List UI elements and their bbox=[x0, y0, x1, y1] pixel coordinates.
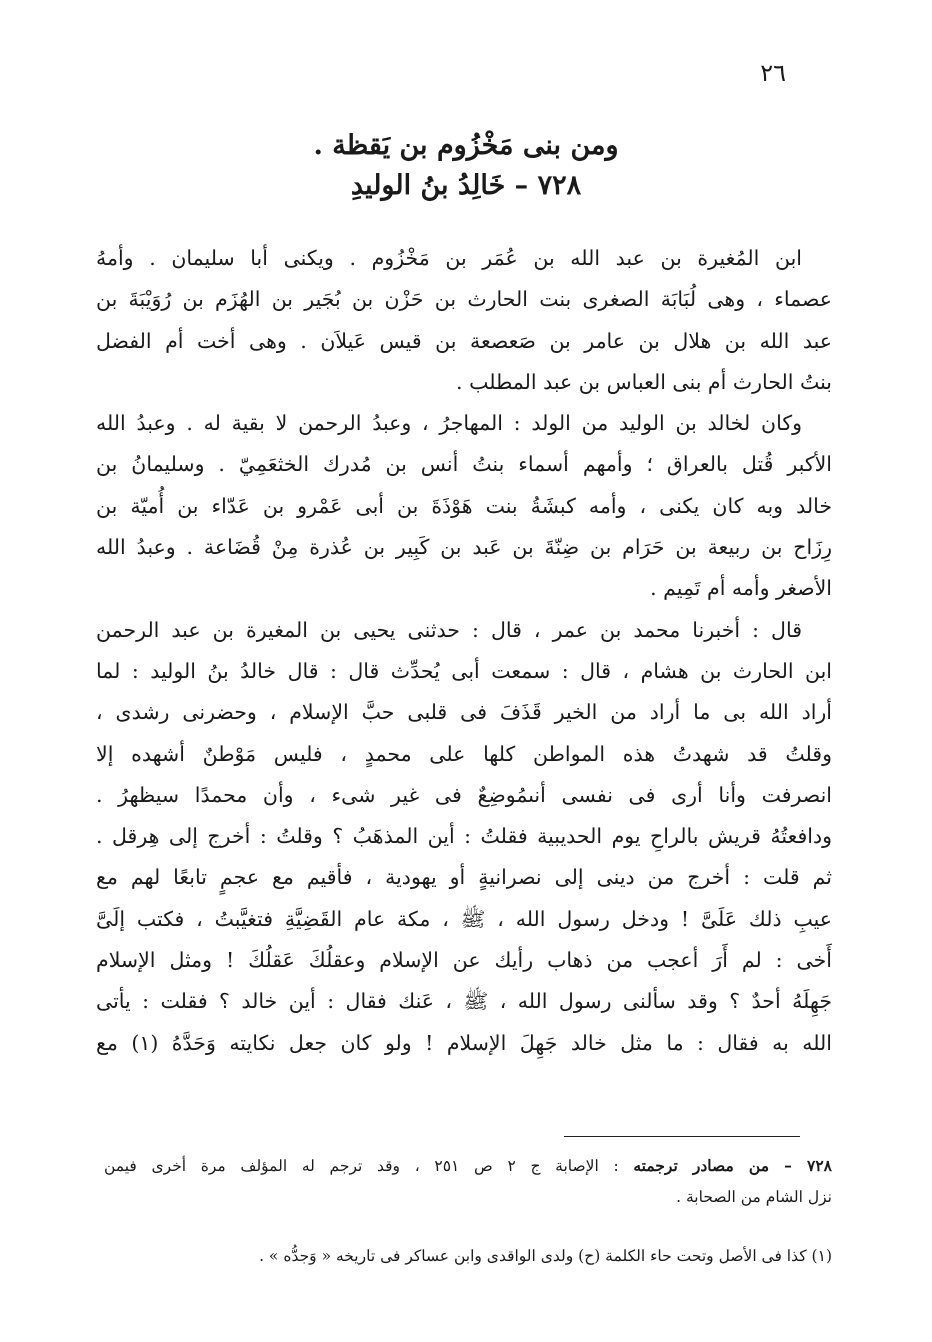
text-line: وقلتُ قد شهدتُ هذه المواطن كلها على محمدٍ ، فليس مَوْطنٌ أشهده إلا bbox=[96, 741, 832, 766]
footnote-1: (١) كذا فى الأصل وتحت حاء الكلمة (ح) ولدى الواقدى وابن عساكر فى تاريخه « وَجدُّه » . bbox=[259, 1247, 832, 1265]
text-line: عيبِ ذلك عَلَىَّ ! ودخل رسول الله ، ﷺ ، مكة عام القَضِيَّةِ فتغيَّبتُ ، فكتب إلَىَّ bbox=[96, 906, 832, 931]
text-line: جَهِلَهُ أحدٌ ؟ وقد سألنى رسول الله ، ﷺ ، عَنك فقال : أين خالد ؟ فقلت : يأتى bbox=[96, 989, 832, 1014]
text-line: بنتُ الحارث أم بنى العباس بن عبد المطلب . bbox=[456, 369, 832, 394]
source-footnote-continued: نزل الشام من الصحابة . bbox=[676, 1188, 832, 1206]
entry-title: ٧٢٨ – خَالِدُ بنُ الوليدِ bbox=[350, 170, 582, 201]
text-line: عصماء ، وهى لُبَابَة الصغرى بنت الحارث بن حَزْن بن بُجَير بن الهُزَم بن رُوَيْبَةَ بن bbox=[96, 287, 832, 312]
page-number: ٢٦ bbox=[760, 59, 786, 87]
text-line: رِزَاح بن ربيعة بن حَرَام بن ضِنّةَ بن عَبد بن كَبِير بن عُذرة مِنْ قُضَاعة . وعبدُ الله bbox=[96, 535, 832, 560]
text-line: خالد وبه كان يكنى ، وأمه كبشَةُ بنت هَوْذَةَ بن أبى عَمْرو بن عَدّاء بن أُميّة بن bbox=[96, 493, 832, 518]
source-footnote bbox=[104, 1150, 832, 1182]
text-line: وكان لخالد بن الوليد من الولد : المهاجرُ ، وعبدُ الرحمن لا بقية له . وعبدُ الله bbox=[96, 411, 802, 436]
text-line: الأصغر وأمه أم تَمِيم . bbox=[650, 576, 832, 601]
text-line: أَخى : لم أَرَ أعجب من ذهاب رأيك عن الإسلام وعقلُكَ عَقلُكَ ! ومثل الإسلام bbox=[96, 948, 832, 973]
text-line: قال : أخبرنا محمد بن عمر ، قال : حدثنى يحيى بن المغيرة بن عبد الرحمن bbox=[96, 617, 802, 642]
headings bbox=[110, 126, 822, 206]
footnotes bbox=[104, 1150, 832, 1272]
section-heading: ومن بنى مَخْزُوم بن يَقظة . bbox=[313, 130, 619, 161]
text-line: أراد الله بى ما أراد من الخير قَذَفَ فى قلبى حبَّ الإسلام ، وحضرنى رشدى ، bbox=[96, 700, 832, 725]
source-footnote-label: ٧٢٨ – من مصادر ترجمته bbox=[633, 1156, 833, 1175]
text-line: ابن المُغيرة بن عبد الله بن عُمَر بن مَخْزُوم . ويكنى أبا سليمان . وأمهُ bbox=[96, 246, 802, 270]
source-footnote-text: : الإصابة ج ٢ ص ٢٥١ ، وقد ترجم له المؤلف مرة أخرى فيمن bbox=[104, 1157, 634, 1175]
text-line: الأكبر قُتل بالعراق ؛ وأمهم أسماء بنتُ أنس بن مُدرك الخثعَمِيّ . وسليمانُ بن bbox=[96, 452, 832, 477]
text-line: انصرفت وأنا أرى فى نفسى أنىمُوضِعٌ فى غير شىء ، وأن محمدًا سيظهرُ . bbox=[96, 782, 832, 807]
text-line: ابن الحارث بن هشام ، قال : سمعت أبى يُحدِّث قال : قال خالدُ بنُ الوليد : لما bbox=[96, 658, 832, 683]
text-line: ودافعتُهُ قريش بالراحِ يوم الحديبية فقلتُ : أين المذهَبُ ؟ وقلتُ : أخرج إلى هِرقل . bbox=[96, 824, 832, 849]
footnote-divider bbox=[564, 1136, 800, 1137]
text-line: عبد الله بن هلال بن عامر بن صَعصعة بن قيس عَيلاَن . وهى أخت أم الفضل bbox=[96, 328, 832, 353]
text-line: الله به فقال : ما مثل خالد جَهِلَ الإسلام ! ولو كان جعل نكايته وَحَدَّهُ (١) مع bbox=[96, 1030, 832, 1055]
text-line: ثم قلت : أخرج من دينى إلى نصرانيةٍ أو يهودية ، فأقيم مع عجمٍ تابعًا لهم مع bbox=[96, 865, 832, 890]
body-text bbox=[96, 238, 832, 1064]
